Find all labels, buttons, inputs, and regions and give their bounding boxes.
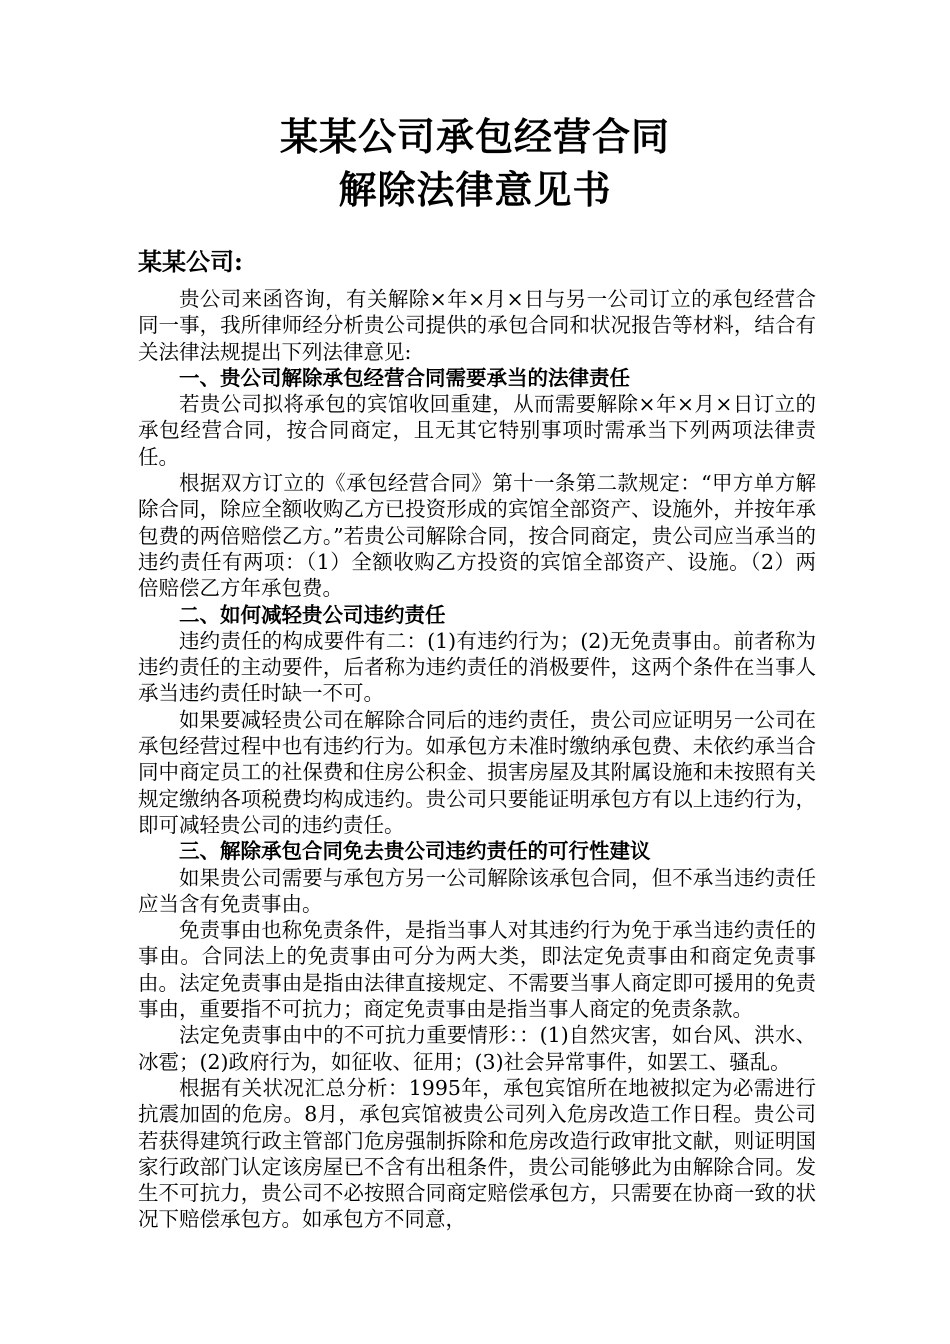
document-title-line1: 某某公司承包经营合同 xyxy=(279,114,670,159)
body-paragraph: 如果要减轻贵公司在解除合同后的违约责任，贵公司应证明另一公司在承包经营过程中也有违约行为。如承包方未准时缴纳承包费、未依约承当合同中商定员工的社保费和住房公积金、损害房屋及其附属设施和未按照有关规定缴纳各项税费均构成违约。贵公司只要能证明承包方有以上违约行为，即可减轻贵公司的违约责任。 xyxy=(138,707,816,837)
section-heading: 三、解除承包合同免去贵公司违约责任的可行性建议 xyxy=(179,839,651,864)
salutation: 某某公司: xyxy=(138,247,243,276)
document-body xyxy=(138,286,816,1233)
document-title-line2: 解除法律意见书 xyxy=(338,167,612,212)
section-heading: 一、贵公司解除承包经营合同需要承当的法律责任 xyxy=(179,365,630,390)
body-paragraph: 如果贵公司需要与承包方另一公司解除该承包合同，但不承当违约责任应当含有免责事由。 xyxy=(138,865,816,916)
body-paragraph: 免责事由也称免责条件，是指当事人对其违约行为免于承当违约责任的事由。合同法上的免责事由可分为两大类，即法定免责事由和商定免责事由。法定免责事由是指由法律直接规定、不需要当事人商定即可援用的免责事由，重要指不可抗力；商定免责事由是指当事人商定的免责条款。 xyxy=(138,918,816,1022)
body-paragraph: 违约责任的构成要件有二：(1)有违约行为；(2)无免责事由。前者称为违约责任的主动要件，后者称为违约责任的消极要件，这两个条件在当事人承当违约责任时缺一不可。 xyxy=(138,628,816,706)
body-paragraph: 根据双方订立的《承包经营合同》第十一条第二款规定：“甲方单方解除合同，除应全额收购乙方已投资形成的宾馆全部资产、设施外，并按年承包费的两倍赔偿乙方。”若贵公司解除合同，按合同商定，贵公司应当承当的违约责任有两项：（1）全额收购乙方投资的宾馆全部资产、设施。（2）两倍赔偿乙方年承包费。 xyxy=(138,471,816,601)
body-paragraph: 法定免责事由中的不可抗力重要情形：：(1)自然灾害，如台风、洪水、冰雹；(2)政府行为，如征收、征用；(3)社会异常事件，如罢工、骚乱。 xyxy=(138,1023,816,1074)
body-paragraph: 贵公司来函咨询，有关解除×年×月×日与另一公司订立的承包经营合同一事，我所律师经分析贵公司提供的承包合同和状况报告等材料，结合有关法律法规提出下列法律意见: xyxy=(138,287,816,364)
section-heading: 二、如何减轻贵公司违约责任 xyxy=(179,602,446,627)
body-paragraph: 根据有关状况汇总分析：1995年，承包宾馆所在地被拟定为必需进行抗震加固的危房。8月，承包宾馆被贵公司列入危房改造工作日程。贵公司若获得建筑行政主管部门危房强制拆除和危房改造行政审批文献，则证明国家行政部门认定该房屋已不含有出租条件，贵公司能够此为由解除合同。发生不可抗力，贵公司不必按照合同商定赔偿承包方，只需要在协商一致的状况下赔偿承包方。如承包方不同意， xyxy=(138,1075,816,1232)
body-paragraph: 若贵公司拟将承包的宾馆收回重建，从而需要解除×年×月×日订立的承包经营合同，按合同商定，且无其它特别事项时需承当下列两项法律责任。 xyxy=(138,392,816,469)
